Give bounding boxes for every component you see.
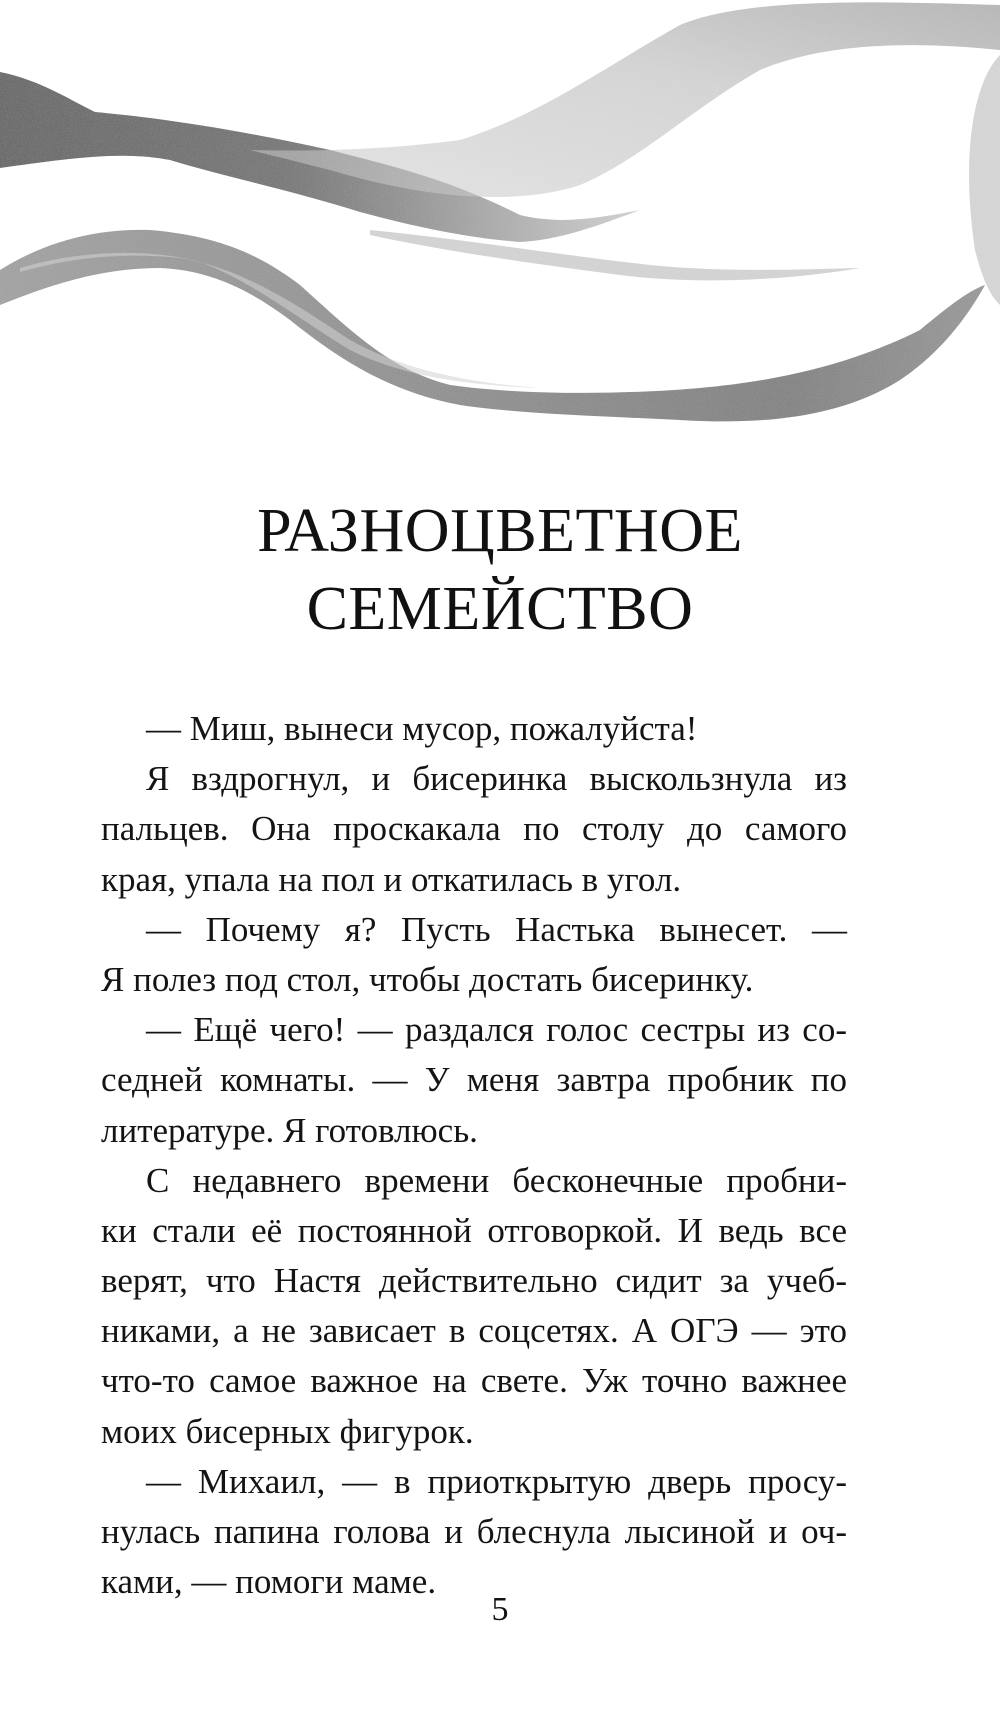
ribbon-ornament-icon (0, 0, 1000, 440)
text-line: седней комнаты. — У меня завтра пробник по (101, 1060, 847, 1100)
text-line: ки стали её постоянной отговоркой. И ведь все (101, 1210, 847, 1250)
text-line: — Ещё чего! — раздался голос сестры из со- (146, 1010, 847, 1050)
text-line: Я вздрогнул, и бисеринка выскользнула из (146, 759, 847, 799)
chapter-title (0, 492, 1000, 648)
text-line: — Михаил, — в приоткрытую дверь просу- (146, 1461, 847, 1501)
text-line: никами, а не зависает в соцсетях. А ОГЭ — это (101, 1311, 847, 1351)
text-line: моих бисерных фигурок. (101, 1411, 474, 1451)
text-line: ками, — помоги маме. (101, 1562, 437, 1602)
text-line: пальцев. Она проскакала по столу до самого (101, 809, 847, 849)
text-line: верят, что Настя действительно сидит за учеб- (101, 1261, 847, 1301)
text-line: С недавнего времени бесконечные пробни- (146, 1160, 847, 1200)
chapter-body (101, 704, 847, 1607)
text-line: что-то самое важное на свете. Уж точно важнее (101, 1361, 847, 1401)
chapter-title-line-1: РАЗНОЦВЕТНОЕ (257, 497, 743, 565)
chapter-title-line-2: СЕМЕЙСТВО (306, 575, 694, 643)
text-line: Я полез под стол, чтобы достать бисеринку. (101, 959, 754, 999)
text-line: нулась папина голова и блеснула лысиной и оч- (101, 1512, 847, 1551)
page-number: 5 (491, 1591, 509, 1628)
text-line: края, упала на пол и откатилась в угол. (101, 859, 682, 899)
text-line: — Миш, вынеси мусор, пожалуйста! (146, 709, 698, 748)
text-line: литературе. Я готовлюсь. (101, 1110, 478, 1150)
text-line: — Почему я? Пусть Настька вынесет. — (146, 909, 847, 949)
